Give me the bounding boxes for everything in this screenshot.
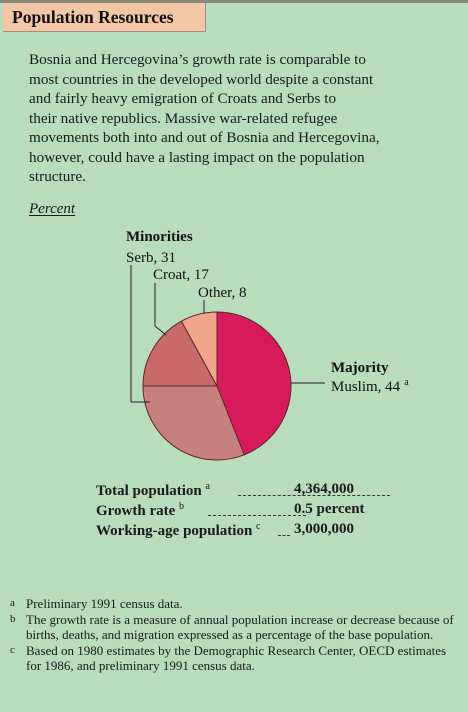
stat-value: 3,000,000 <box>294 521 354 537</box>
croat-leader <box>155 326 166 335</box>
dot-leader <box>278 535 290 536</box>
slice-label-serb: Serb, 31 <box>126 250 176 266</box>
dot-leader <box>208 515 306 516</box>
slice-label-muslim <box>331 377 409 395</box>
footnote-mark: b <box>10 612 16 625</box>
intro-line: and fairly heavy emigration of Croats and Serbs to <box>29 90 337 107</box>
footnote-text: The growth rate is a measure of annual population increase or decrease because of births, deaths, and migration expressed as a percentage of the base population. <box>26 611 454 642</box>
slice-label-other: Other, 8 <box>198 285 247 301</box>
slice-label-muslim-mark: a <box>404 377 409 388</box>
intro-line: their native republics. Massive war-related refugee <box>29 109 338 127</box>
stat-label: Growth rate $^b$ <box>96 501 185 519</box>
minorities-heading: Minorities <box>126 229 193 245</box>
footnotes <box>10 596 460 674</box>
stat-label: Working-age population $^c$ <box>96 521 261 539</box>
footnote-mark: a <box>10 597 15 609</box>
footnote-text: Preliminary 1991 census data. <box>26 596 183 611</box>
intro-line: Bosnia and Hercegovina’s growth rate is comparable to <box>29 51 366 68</box>
stat-label: Total population $^a$ <box>96 481 210 499</box>
intro-line: structure. <box>29 168 86 185</box>
intro-line: most countries in the developed world despite a constant <box>29 70 374 88</box>
footnote <box>10 612 460 643</box>
unit-label: Percent <box>29 201 76 217</box>
footnote <box>10 596 460 612</box>
footnote-mark: c <box>10 643 15 656</box>
stat-value: 4,364,000 <box>294 481 354 497</box>
intro-line: however, could have a lasting impact on the population <box>29 148 365 166</box>
footnote <box>10 643 460 674</box>
majority-heading: Majority <box>331 360 389 376</box>
stat-value: 0.5 percent <box>294 501 365 517</box>
slice-label-croat: Croat, 17 <box>153 267 209 283</box>
section-title: Population Resources <box>12 7 174 27</box>
slice-label-muslim-text: Muslim, 44 <box>331 379 401 395</box>
footnote-text: Based on 1980 estimates by the Demographic Research Center, OECD estimates for 1986, and preliminary 1991 census data. <box>26 642 447 673</box>
intro-line: movements both into and out of Bosnia and Hercegovina, <box>29 129 380 146</box>
